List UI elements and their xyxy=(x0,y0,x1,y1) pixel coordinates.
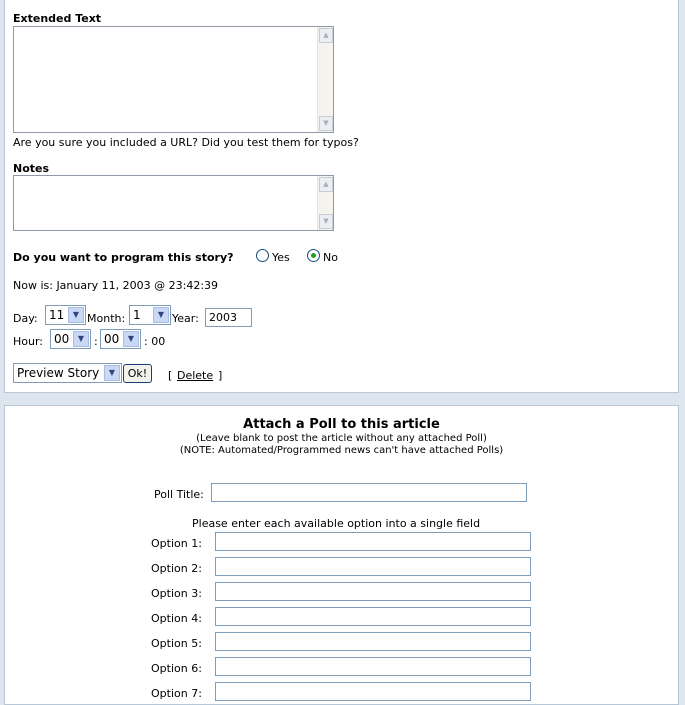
option-6-label: Option 6: xyxy=(151,662,202,675)
notes-textarea[interactable] xyxy=(13,175,334,231)
day-value: 11 xyxy=(49,308,65,322)
program-yes-label[interactable]: Yes xyxy=(272,251,290,264)
day-select[interactable] xyxy=(45,305,86,325)
option-3-label: Option 3: xyxy=(151,587,202,600)
option-5-label: Option 5: xyxy=(151,637,202,650)
program-question: Do you want to program this story? xyxy=(13,251,234,264)
extended-text-scrollbar[interactable] xyxy=(317,27,333,132)
program-yes-radio[interactable] xyxy=(256,249,269,262)
year-input[interactable]: 2003 xyxy=(205,308,252,327)
option-7-label: Option 7: xyxy=(151,687,202,700)
chevron-down-icon[interactable]: ▼ xyxy=(68,307,84,323)
month-value: 1 xyxy=(133,308,141,322)
option-2-input[interactable] xyxy=(215,557,531,576)
notes-scrollbar[interactable] xyxy=(317,176,333,230)
option-1-input[interactable] xyxy=(215,532,531,551)
month-label: Month: xyxy=(87,312,126,325)
hour-label: Hour: xyxy=(13,335,44,348)
program-no-radio[interactable] xyxy=(307,249,320,262)
hour-select[interactable] xyxy=(50,329,91,349)
delete-bracket-open: [ xyxy=(168,369,173,382)
poll-panel xyxy=(4,405,679,705)
seconds-text: : 00 xyxy=(144,335,166,348)
poll-hint-blank: (Leave blank to post the article without any attached Poll) xyxy=(196,433,487,444)
url-hint-text: Are you sure you included a URL? Did you test them for typos? xyxy=(13,136,359,149)
delete-bracket-close: ] xyxy=(218,369,223,382)
scroll-down-arrow-icon[interactable]: ▼ xyxy=(319,214,333,229)
poll-hint-note: (NOTE: Automated/Programmed news can't have attached Polls) xyxy=(179,445,504,456)
chevron-down-icon[interactable]: ▼ xyxy=(153,307,169,323)
scroll-up-arrow-icon[interactable]: ▲ xyxy=(319,28,333,43)
ok-button[interactable]: Ok! xyxy=(123,364,152,383)
month-select[interactable] xyxy=(129,305,171,325)
notes-label: Notes xyxy=(13,162,50,175)
radio-selected-dot xyxy=(311,253,316,258)
option-4-label: Option 4: xyxy=(151,612,202,625)
scroll-down-arrow-icon[interactable]: ▼ xyxy=(319,116,333,131)
option-2-label: Option 2: xyxy=(151,562,202,575)
poll-title-label: Poll Title: xyxy=(154,488,204,501)
time-separator: : xyxy=(94,335,98,348)
option-3-input[interactable] xyxy=(215,582,531,601)
option-4-input[interactable] xyxy=(215,607,531,626)
option-5-input[interactable] xyxy=(215,632,531,651)
minute-value: 00 xyxy=(104,332,120,346)
year-label: Year: xyxy=(172,312,199,325)
action-value: Preview Story xyxy=(17,366,100,380)
chevron-down-icon[interactable]: ▼ xyxy=(73,331,89,347)
option-6-input[interactable] xyxy=(215,657,531,676)
story-form-panel xyxy=(4,0,679,393)
action-select[interactable] xyxy=(13,363,122,383)
day-label: Day: xyxy=(13,312,38,325)
chevron-down-icon[interactable]: ▼ xyxy=(104,365,120,381)
poll-title-input[interactable] xyxy=(211,483,527,502)
option-1-label: Option 1: xyxy=(151,537,202,550)
program-no-label[interactable]: No xyxy=(323,251,338,264)
poll-section-title: Attach a Poll to this article xyxy=(243,417,440,432)
delete-link[interactable]: Delete xyxy=(177,369,214,382)
scroll-up-arrow-icon[interactable]: ▲ xyxy=(319,177,333,192)
current-time-text: Now is: January 11, 2003 @ 23:42:39 xyxy=(13,279,219,292)
extended-text-textarea[interactable] xyxy=(13,26,334,133)
chevron-down-icon[interactable]: ▼ xyxy=(123,331,139,347)
options-instruction: Please enter each available option into a single field xyxy=(192,517,481,530)
extended-text-label: Extended Text xyxy=(13,12,102,25)
minute-select[interactable] xyxy=(100,329,141,349)
hour-value: 00 xyxy=(54,332,70,346)
